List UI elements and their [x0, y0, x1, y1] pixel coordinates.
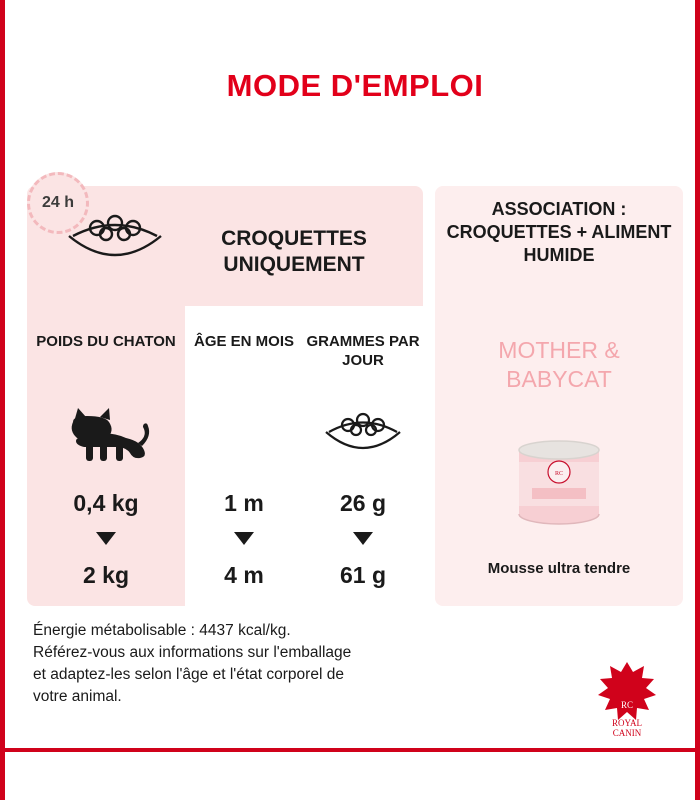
association-heading: ASSOCIATION : CROQUETTES + ALIMENT HUMIDE — [446, 199, 672, 265]
product-description: Mousse ultra tendre — [487, 560, 631, 577]
weight-range-arrow — [27, 532, 185, 550]
down-arrow-icon — [96, 532, 116, 545]
weight-min-value: 0,4 kg — [73, 490, 139, 516]
down-arrow-icon — [234, 532, 254, 545]
svg-text:CANIN: CANIN — [612, 728, 642, 738]
svg-text:RC: RC — [554, 471, 564, 477]
bowl-icon — [63, 206, 167, 268]
footnote-line-3: et adaptez-les selon l'âge et l'état corporel de — [33, 666, 344, 683]
bottom-rule — [5, 748, 700, 752]
age-max-value: 4 m — [224, 562, 264, 588]
column-header-grams: GRAMMES PAR JOUR — [306, 333, 420, 369]
page-title: MODE D'EMPLOI — [226, 68, 484, 103]
footnote — [33, 620, 503, 708]
footnote-line-2: Référez-vous aux informations sur l'emballage — [33, 644, 352, 661]
column-header-weight: POIDS DU CHATON — [36, 333, 176, 350]
grams-range-arrow — [303, 532, 423, 550]
product-name: MOTHER & BABYCAT — [498, 337, 620, 392]
column-header-age: ÂGE EN MOIS — [193, 333, 294, 350]
bowl-icon — [321, 406, 405, 458]
down-arrow-icon — [353, 532, 373, 545]
svg-text:RC: RC — [620, 700, 634, 710]
table-column-grams — [303, 306, 423, 606]
footnote-line-4: votre animal. — [33, 688, 122, 705]
feeding-table — [27, 306, 423, 606]
weight-max-value: 2 kg — [82, 562, 130, 588]
grams-max-value: 61 g — [339, 562, 387, 588]
footnote-line-1: Énergie métabolisable : 4437 kcal/kg. — [33, 622, 291, 639]
table-column-age — [185, 306, 303, 606]
kitten-icon — [60, 406, 152, 464]
age-min-value: 1 m — [224, 490, 264, 516]
clock-badge-label: 24 h — [41, 194, 74, 211]
grams-min-value: 26 g — [339, 490, 387, 516]
age-range-arrow — [185, 532, 303, 550]
dry-food-heading: CROQUETTES UNIQUEMENT — [221, 227, 367, 276]
svg-text:ROYAL: ROYAL — [611, 718, 643, 728]
table-column-weight — [27, 306, 185, 606]
wet-food-can-image — [506, 428, 612, 536]
royal-canin-logo — [581, 660, 673, 738]
